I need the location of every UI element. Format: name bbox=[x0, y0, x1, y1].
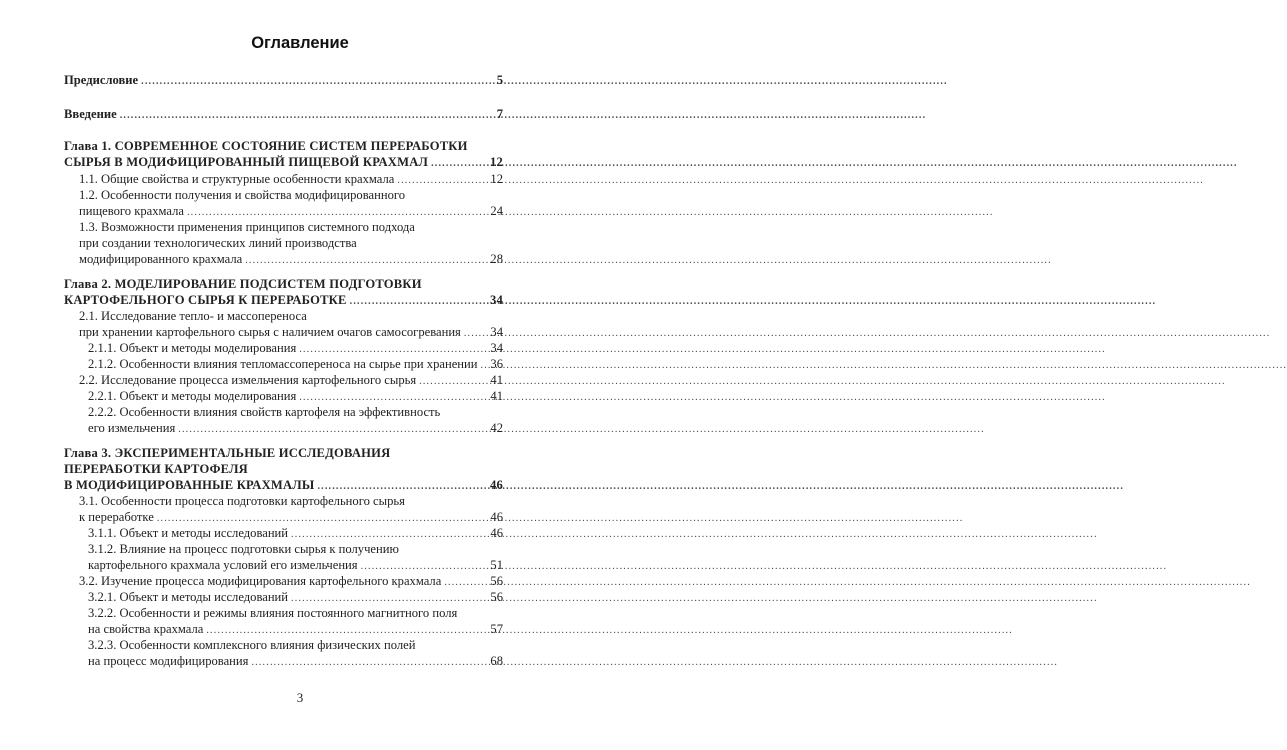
toc-entry bbox=[88, 341, 503, 357]
toc-entry bbox=[88, 421, 503, 437]
toc-entry bbox=[79, 188, 503, 203]
toc-entry-text: КАРТОФЕЛЬНОГО СЫРЬЯ К ПЕРЕРАБОТКЕ bbox=[64, 293, 347, 307]
leader-dots bbox=[431, 156, 488, 171]
toc-entry bbox=[79, 204, 503, 220]
leader-dots bbox=[120, 108, 495, 123]
toc-entry-text: 1.1. Общие свойства и структурные особенности крахмала bbox=[79, 172, 395, 186]
toc-entry-page: 7 bbox=[496, 107, 503, 121]
toc-entry-page: 46 bbox=[490, 510, 503, 524]
toc-entry bbox=[88, 590, 503, 606]
toc-chapter-heading bbox=[64, 462, 503, 477]
toc-entry bbox=[79, 494, 503, 509]
toc-entry bbox=[88, 606, 503, 621]
toc-entry-text: при создании технологических линий производства bbox=[79, 236, 357, 250]
toc-entry-text: 2.2.1. Объект и методы моделирования bbox=[88, 389, 297, 403]
leader-dots bbox=[444, 575, 488, 590]
toc-entry-page: 5 bbox=[496, 73, 503, 87]
toc-chapter-heading bbox=[64, 446, 503, 461]
toc-entry-text: на свойства крахмала bbox=[88, 622, 204, 636]
toc-entry-text: 3.2. Изучение процесса модифицирования картофельного крахмала bbox=[79, 574, 442, 588]
toc-chapter-heading bbox=[64, 155, 503, 171]
toc-entry bbox=[79, 574, 503, 590]
toc-entry bbox=[79, 220, 503, 235]
toc-entry-page: 68 bbox=[490, 654, 503, 668]
toc-entry-text: 3.2.2. Особенности и режимы влияния постоянного магнитного поля bbox=[88, 606, 458, 620]
toc-entry-page: 24 bbox=[490, 204, 503, 218]
leader-dots bbox=[317, 479, 488, 494]
toc-entry-text: Введение bbox=[64, 107, 117, 121]
toc-entry-text: 3.1.1. Объект и методы исследований bbox=[88, 526, 289, 540]
toc-entry-text: его измельчения bbox=[88, 421, 176, 435]
toc-entry bbox=[79, 236, 503, 251]
toc-entry-text: модифицированного крахмала bbox=[79, 252, 243, 266]
toc-entry bbox=[88, 558, 503, 574]
toc-entry-page: 46 bbox=[490, 526, 503, 540]
leader-dots bbox=[178, 422, 488, 437]
toc-entry bbox=[88, 654, 503, 670]
leader-dots bbox=[187, 205, 488, 220]
page-number: 3 bbox=[296, 690, 304, 705]
toc-entry bbox=[79, 510, 503, 526]
toc-entry-page: 57 bbox=[490, 622, 503, 636]
toc-entry-page: 28 bbox=[490, 252, 503, 266]
toc-entry-page: 36 bbox=[490, 357, 503, 371]
toc-entry-page: 51 bbox=[490, 558, 503, 572]
toc-entry-text: 1.3. Возможности применения принципов системного подхода bbox=[79, 220, 415, 234]
toc-entry-text: 3.2.1. Объект и методы исследований bbox=[88, 590, 289, 604]
toc-entry-text: Глава 1. СОВРЕМЕННОЕ СОСТОЯНИЕ СИСТЕМ ПЕРЕРАБОТКИ bbox=[64, 139, 468, 153]
toc-entry-page: 42 bbox=[490, 421, 503, 435]
toc-entry bbox=[79, 309, 503, 324]
toc-entry-page: 34 bbox=[490, 325, 503, 339]
toc-entry-text: 2.1. Исследование тепло- и массопереноса bbox=[79, 309, 307, 323]
toc-entry bbox=[79, 252, 503, 268]
toc-entry-preface bbox=[64, 73, 503, 89]
toc-entry bbox=[79, 172, 503, 188]
toc-entry-text: 2.1.2. Особенности влияния тепломассопереноса на сырье при хранении bbox=[88, 357, 478, 371]
toc-entry-text: 3.1. Особенности процесса подготовки картофельного сырья bbox=[79, 494, 405, 508]
page-title: Оглавление bbox=[251, 34, 349, 52]
toc-entry-intro bbox=[64, 107, 503, 123]
toc-entry-text: В МОДИФИЦИРОВАННЫЕ КРАХМАЛЫ bbox=[64, 478, 315, 492]
toc-entry-text: Глава 2. МОДЕЛИРОВАНИЕ ПОДСИСТЕМ ПОДГОТОВКИ bbox=[64, 277, 422, 291]
toc-entry-page: 46 bbox=[490, 478, 503, 492]
leader-dots bbox=[251, 655, 488, 670]
toc-entry-page: 56 bbox=[490, 574, 503, 588]
toc-entry-text: ПЕРЕРАБОТКИ КАРТОФЕЛЯ bbox=[64, 462, 248, 476]
toc-entry bbox=[88, 389, 503, 405]
leader-dots bbox=[481, 358, 489, 373]
toc-entry-text: СЫРЬЯ В МОДИФИЦИРОВАННЫЙ ПИЩЕВОЙ КРАХМАЛ bbox=[64, 155, 429, 169]
toc-entry-text: 1.2. Особенности получения и свойства модифицированного bbox=[79, 188, 406, 202]
toc-entry-page: 34 bbox=[490, 293, 503, 307]
toc-entry-text: 2.2. Исследование процесса измельчения картофельного сырья bbox=[79, 373, 417, 387]
toc-entry bbox=[88, 542, 503, 557]
toc-entry-page: 56 bbox=[490, 590, 503, 604]
leader-dots bbox=[464, 326, 489, 341]
toc-entry-page: 12 bbox=[490, 155, 503, 169]
toc-entry-text: Предисловие bbox=[64, 73, 139, 87]
toc-chapter-heading bbox=[64, 293, 503, 309]
leader-dots bbox=[245, 253, 488, 268]
toc-chapter-heading bbox=[64, 139, 503, 154]
leader-dots bbox=[397, 173, 488, 188]
toc-entry bbox=[88, 405, 503, 420]
leader-dots bbox=[291, 527, 488, 542]
leader-dots bbox=[350, 294, 488, 309]
leader-dots bbox=[299, 390, 488, 405]
toc-entry-text: картофельного крахмала условий его измельчения bbox=[88, 558, 358, 572]
toc-entry-text: Глава 3. ЭКСПЕРИМЕНТАЛЬНЫЕ ИССЛЕДОВАНИЯ bbox=[64, 446, 391, 460]
leader-dots bbox=[299, 342, 488, 357]
toc-entry-page: 41 bbox=[490, 373, 503, 387]
toc-entry-text: на процесс модифицирования bbox=[88, 654, 249, 668]
toc-entry bbox=[79, 325, 503, 341]
toc-chapter-heading bbox=[64, 277, 503, 292]
toc-entry-text: 3.2.3. Особенности комплексного влияния физических полей bbox=[88, 638, 416, 652]
toc-entry-page: 34 bbox=[490, 341, 503, 355]
toc-entry-text: при хранении картофельного сырья с наличием очагов самосогревания bbox=[79, 325, 461, 339]
leader-dots bbox=[206, 623, 488, 638]
leader-dots bbox=[419, 374, 488, 389]
toc-entry bbox=[88, 357, 503, 373]
toc-entry-text: пищевого крахмала bbox=[79, 204, 184, 218]
leader-dots bbox=[141, 74, 495, 89]
toc-entry-page: 12 bbox=[490, 172, 503, 186]
leader-dots bbox=[361, 559, 489, 574]
toc-entry bbox=[88, 622, 503, 638]
toc-entry-page: 41 bbox=[490, 389, 503, 403]
toc-chapter-heading bbox=[64, 478, 503, 494]
toc-entry bbox=[79, 373, 503, 389]
table-of-contents bbox=[0, 0, 600, 750]
toc-entry bbox=[88, 526, 503, 542]
toc-entry-text: 3.1.2. Влияние на процесс подготовки сырья к получению bbox=[88, 542, 399, 556]
toc-entry bbox=[88, 638, 503, 653]
toc-entry-text: к переработке bbox=[79, 510, 154, 524]
leader-dots bbox=[291, 591, 488, 606]
toc-entry-text: 2.1.1. Объект и методы моделирования bbox=[88, 341, 297, 355]
leader-dots bbox=[157, 511, 489, 526]
toc-entry-text: 2.2.2. Особенности влияния свойств картофеля на эффективность bbox=[88, 405, 441, 419]
